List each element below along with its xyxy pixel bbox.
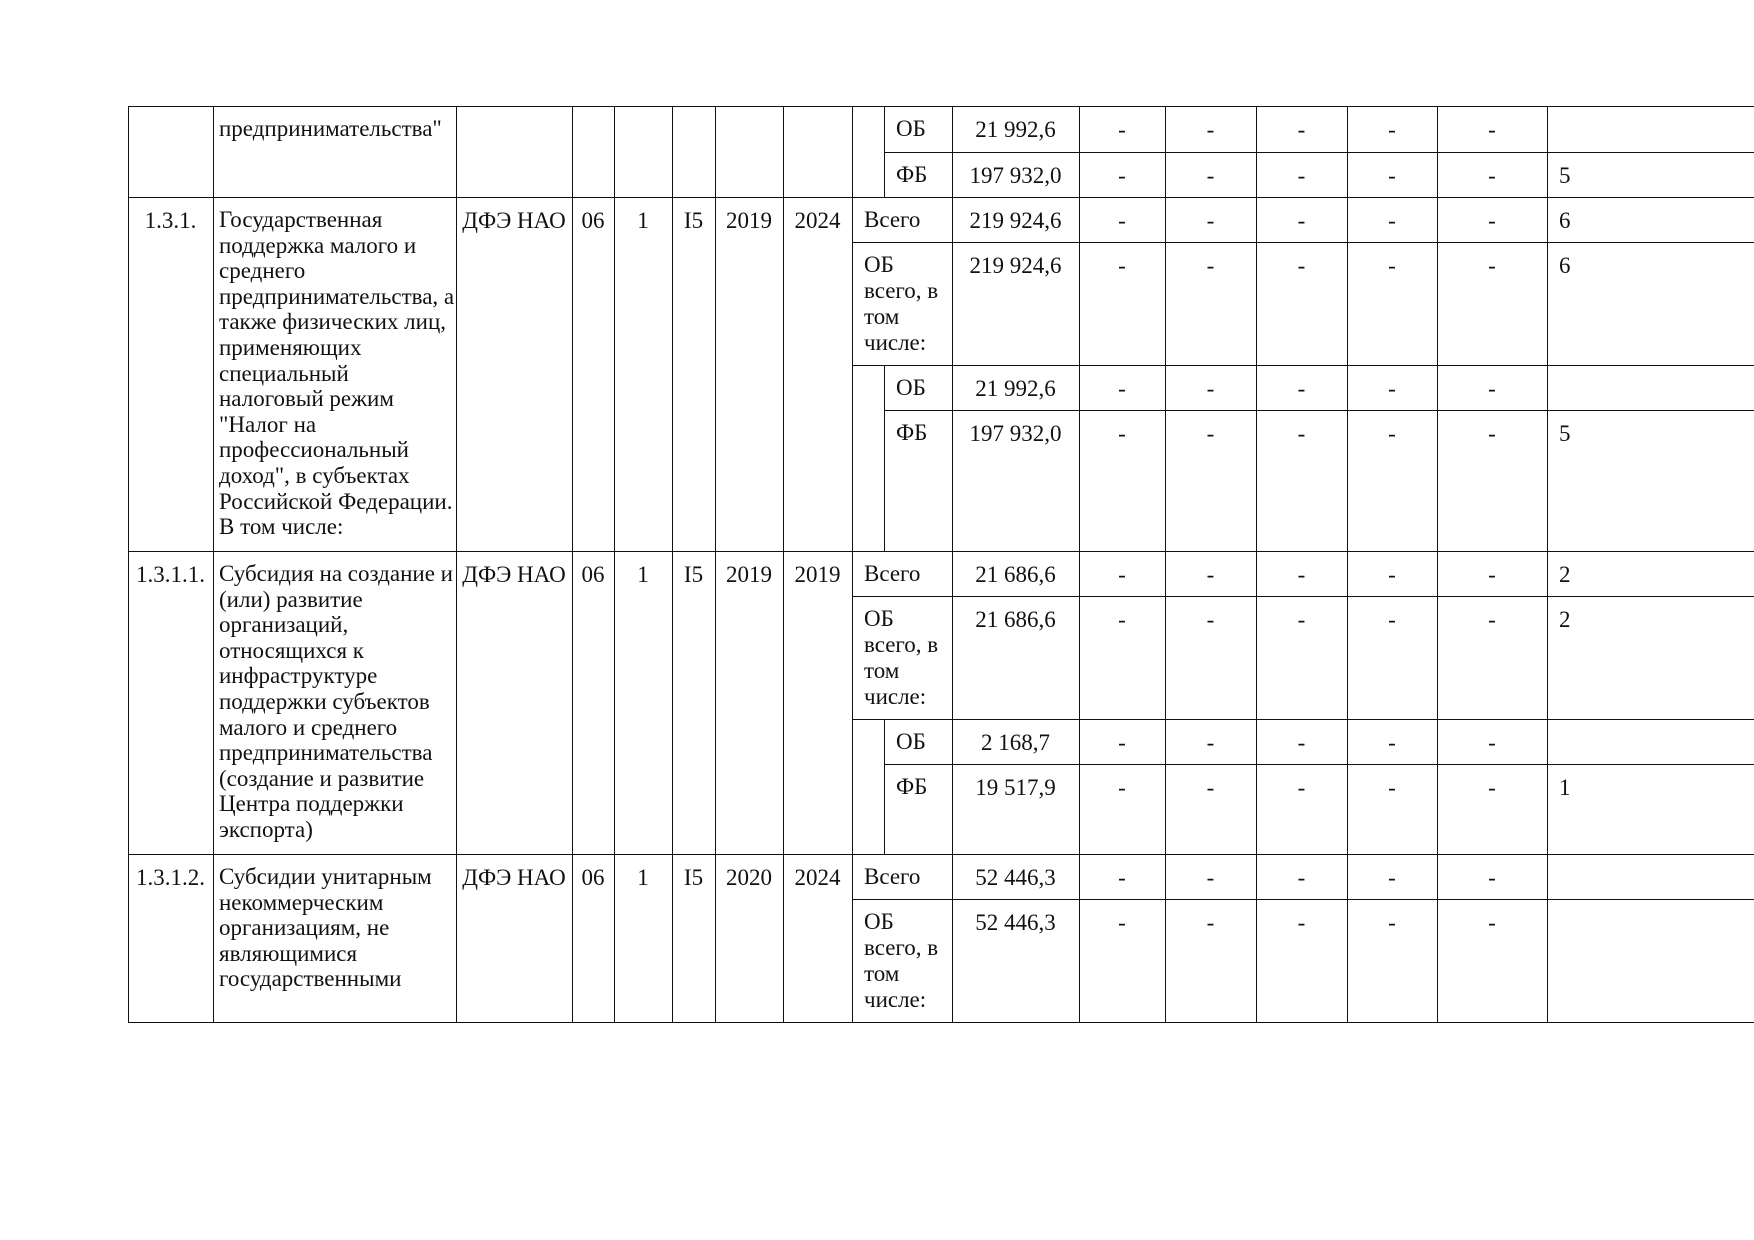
- row-3-group-1-year-1: -: [1118, 562, 1126, 587]
- row-2-sub-2-year-1: -: [1118, 421, 1126, 446]
- row-1-sub-1-year-1: -: [1118, 117, 1126, 142]
- row-2-group-1-source: Всего: [864, 207, 921, 232]
- row-2-group-2-edge-value: 6: [1559, 253, 1571, 278]
- grid-vline: [783, 106, 784, 1022]
- row-4-group-1-year-5: -: [1488, 865, 1496, 890]
- row-3-sub-2-edge-value: 1: [1559, 775, 1571, 800]
- row-3-sub-2-year-4: -: [1388, 775, 1396, 800]
- row-2-name: Государственная поддержка малого и среднего предпринимательства, а также физических лиц, применяющих специальный налоговый режим "Налог на профессиональный доход", в субъектах Российской Федерации. В том числе:: [219, 207, 455, 540]
- row-1-sub-2-year-5: -: [1488, 163, 1496, 188]
- row-3-number: 1.3.1.1.: [136, 562, 205, 587]
- row-4-group-1-year-3: -: [1297, 865, 1306, 890]
- row-2-sub-1-year-1: -: [1118, 376, 1126, 401]
- row-4-group-2-year-3: -: [1297, 910, 1306, 935]
- grid-hline: [852, 242, 1754, 243]
- row-3-group-1-edge-value: 2: [1559, 562, 1571, 587]
- row-4-group-2-source: ОБ всего, в том числе:: [864, 909, 939, 1012]
- row-2-sub-1-year-4: -: [1388, 376, 1396, 401]
- grid-hline: [128, 197, 1754, 198]
- row-2-sub-2-edge-value: 5: [1559, 421, 1571, 446]
- row-4-group-1-year-1: -: [1118, 865, 1126, 890]
- row-2-start-year: 2019: [726, 208, 772, 233]
- row-4-pp: 1: [637, 865, 649, 890]
- row-3-sub-1-year-5: -: [1488, 730, 1496, 755]
- row-4-om: I5: [683, 865, 704, 890]
- row-3-group-1-year-2: -: [1206, 562, 1215, 587]
- row-4-number: 1.3.1.2.: [136, 865, 205, 890]
- row-3-sub-2-year-3: -: [1297, 775, 1306, 800]
- row-3-sub-2-source: ФБ: [896, 774, 928, 799]
- grid-hline: [128, 1022, 1754, 1023]
- row-1-sub-2-year-4: -: [1388, 163, 1396, 188]
- row-3-sub-1-year-3: -: [1297, 730, 1306, 755]
- grid-hline: [852, 365, 1754, 366]
- row-1-name: предпринимательства": [219, 116, 442, 141]
- grid-vline: [884, 719, 885, 854]
- row-3-group-1-year-4: -: [1388, 562, 1396, 587]
- grid-vline: [884, 106, 885, 197]
- row-2-sub-1-source: ОБ: [896, 375, 926, 400]
- row-3-pp: 1: [637, 562, 649, 587]
- grid-vline: [1079, 106, 1080, 1022]
- grid-vline: [672, 106, 673, 1022]
- grid-vline: [952, 106, 953, 1022]
- row-4-group-1-source: Всего: [864, 864, 921, 889]
- grid-hline: [852, 596, 1754, 597]
- row-4-gp: 06: [581, 865, 605, 890]
- row-2-group-1-year-3: -: [1297, 208, 1306, 233]
- grid-vline: [456, 106, 457, 1022]
- row-1-sub-1-year-3: -: [1297, 117, 1306, 142]
- row-3-sub-1-year-2: -: [1206, 730, 1215, 755]
- row-1-sub-2-year-3: -: [1297, 163, 1306, 188]
- row-3-sub-1-total: 2 168,7: [981, 730, 1050, 755]
- row-2-sub-2-year-5: -: [1488, 421, 1496, 446]
- row-4-group-2-year-5: -: [1488, 910, 1496, 935]
- grid-vline: [1437, 106, 1438, 1022]
- row-2-group-2-year-1: -: [1118, 253, 1126, 278]
- row-2-executor: ДФЭ НАО: [462, 208, 566, 233]
- grid-hline: [128, 106, 1754, 107]
- grid-hline: [852, 899, 1754, 900]
- row-2-group-2-source: ОБ всего, в том числе:: [864, 252, 939, 355]
- row-3-sub-1-source: ОБ: [896, 729, 926, 754]
- row-2-sub-2-year-3: -: [1297, 421, 1306, 446]
- row-3-group-2-year-2: -: [1206, 607, 1215, 632]
- grid-hline: [884, 764, 1754, 765]
- row-4-group-2-year-1: -: [1118, 910, 1126, 935]
- grid-hline: [852, 719, 1754, 720]
- row-2-gp: 06: [581, 208, 605, 233]
- row-1-sub-1-source: ОБ: [896, 116, 926, 141]
- row-2-group-2-year-2: -: [1206, 253, 1215, 278]
- grid-hline: [884, 152, 1754, 153]
- grid-vline: [852, 106, 853, 1022]
- row-1-sub-1-year-2: -: [1206, 117, 1215, 142]
- grid-vline: [1165, 106, 1166, 1022]
- row-2-group-1-year-4: -: [1388, 208, 1396, 233]
- row-3-sub-2-year-2: -: [1206, 775, 1215, 800]
- grid-vline: [1256, 106, 1257, 1022]
- row-3-name: Субсидия на создание и (или) развитие организаций, относящихся к инфраструктуре поддержки субъектов малого и среднего предпринимательства (создание и развитие Центра поддержки экспорта): [219, 561, 453, 842]
- row-1-sub-2-year-2: -: [1206, 163, 1215, 188]
- row-2-group-2-total: 219 924,6: [969, 253, 1062, 278]
- row-2-sub-2-source: ФБ: [896, 420, 928, 445]
- row-2-group-1-edge-value: 6: [1559, 208, 1571, 233]
- row-2-group-1-year-5: -: [1488, 208, 1496, 233]
- grid-vline: [1547, 106, 1548, 1022]
- row-2-sub-2-year-2: -: [1206, 421, 1215, 446]
- grid-vline: [1347, 106, 1348, 1022]
- grid-vline: [572, 106, 573, 1022]
- row-3-executor: ДФЭ НАО: [462, 562, 566, 587]
- grid-vline: [128, 106, 129, 1022]
- row-3-group-2-year-5: -: [1488, 607, 1496, 632]
- row-3-group-2-year-3: -: [1297, 607, 1306, 632]
- row-3-group-1-total: 21 686,6: [975, 562, 1056, 587]
- row-2-sub-2-total: 197 932,0: [969, 421, 1062, 446]
- row-3-om: I5: [683, 562, 704, 587]
- row-2-group-1-year-1: -: [1118, 208, 1126, 233]
- grid-hline: [128, 854, 1754, 855]
- grid-vline: [213, 106, 214, 1022]
- grid-vline: [614, 106, 615, 1022]
- row-4-group-2-total: 52 446,3: [975, 910, 1056, 935]
- row-3-sub-2-year-1: -: [1118, 775, 1126, 800]
- grid-vline: [884, 365, 885, 551]
- row-1-sub-1-year-5: -: [1488, 117, 1496, 142]
- row-3-sub-2-total: 19 517,9: [975, 775, 1056, 800]
- row-3-group-1-source: Всего: [864, 561, 921, 586]
- row-3-end-year: 2019: [794, 562, 841, 587]
- row-1-sub-2-source: ФБ: [896, 162, 928, 187]
- row-2-om: I5: [683, 208, 704, 233]
- row-3-group-2-year-1: -: [1118, 607, 1126, 632]
- row-4-start-year: 2020: [726, 865, 772, 890]
- row-2-sub-1-year-2: -: [1206, 376, 1215, 401]
- row-1-sub-2-year-1: -: [1118, 163, 1126, 188]
- row-4-group-1-total: 52 446,3: [975, 865, 1056, 890]
- row-2-group-2-year-4: -: [1388, 253, 1396, 278]
- row-3-group-1-year-3: -: [1297, 562, 1306, 587]
- row-2-group-1-total: 219 924,6: [969, 208, 1062, 233]
- row-2-sub-1-total: 21 992,6: [975, 376, 1056, 401]
- row-3-start-year: 2019: [726, 562, 772, 587]
- row-1-sub-1-year-4: -: [1388, 117, 1396, 142]
- row-3-sub-2-year-5: -: [1488, 775, 1496, 800]
- row-1-sub-1-total: 21 992,6: [975, 117, 1056, 142]
- row-2-group-1-year-2: -: [1206, 208, 1215, 233]
- row-4-group-2-year-2: -: [1206, 910, 1215, 935]
- row-2-sub-1-year-5: -: [1488, 376, 1496, 401]
- row-4-end-year: 2024: [794, 865, 841, 890]
- row-2-pp: 1: [637, 208, 649, 233]
- row-1-sub-2-edge-value: 5: [1559, 163, 1571, 188]
- grid-hline: [884, 410, 1754, 411]
- row-2-number: 1.3.1.: [144, 208, 197, 233]
- row-3-group-2-total: 21 686,6: [975, 607, 1056, 632]
- row-2-group-2-year-3: -: [1297, 253, 1306, 278]
- row-3-group-1-year-5: -: [1488, 562, 1496, 587]
- row-4-group-1-year-2: -: [1206, 865, 1215, 890]
- row-3-group-2-year-4: -: [1388, 607, 1396, 632]
- row-3-group-2-edge-value: 2: [1559, 607, 1571, 632]
- row-4-name: Субсидии унитарным некоммерческим организациям, не являющимися государственными: [219, 864, 432, 992]
- row-2-sub-1-year-3: -: [1297, 376, 1306, 401]
- row-3-sub-1-year-1: -: [1118, 730, 1126, 755]
- row-3-sub-1-year-4: -: [1388, 730, 1396, 755]
- row-1-sub-2-total: 197 932,0: [969, 163, 1062, 188]
- row-2-end-year: 2024: [794, 208, 841, 233]
- row-4-group-2-year-4: -: [1388, 910, 1396, 935]
- grid-vline: [715, 106, 716, 1022]
- row-2-sub-2-year-4: -: [1388, 421, 1396, 446]
- row-3-gp: 06: [581, 562, 605, 587]
- grid-hline: [128, 551, 1754, 552]
- row-3-group-2-source: ОБ всего, в том числе:: [864, 606, 939, 709]
- row-4-group-1-year-4: -: [1388, 865, 1396, 890]
- row-4-executor: ДФЭ НАО: [462, 865, 566, 890]
- row-2-group-2-year-5: -: [1488, 253, 1496, 278]
